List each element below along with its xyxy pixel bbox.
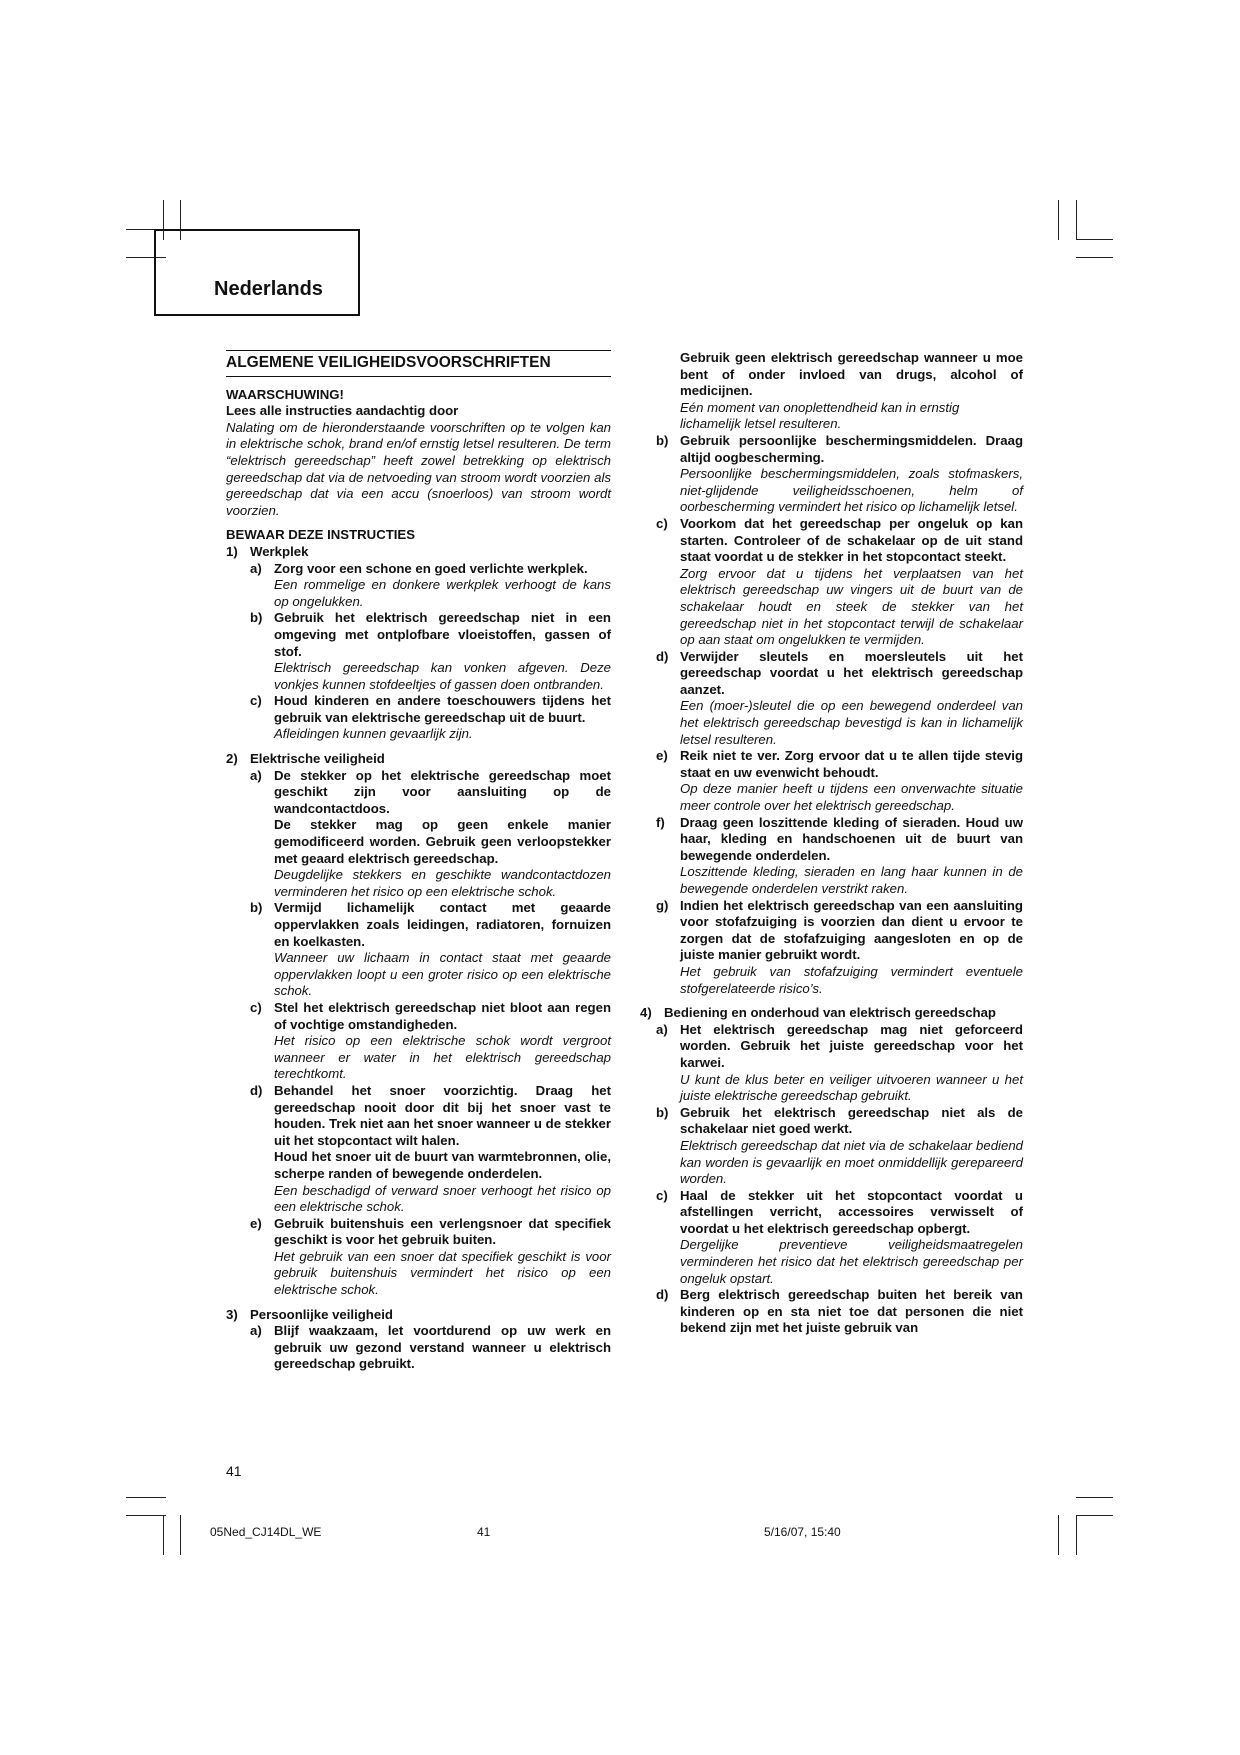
item-italic: Persoonlijke beschermingsmiddelen, zoals stofmaskers, niet-glijdende veiligheidsschoenen, helm of oorbescherming vermindert het risico op lichamelijk letsel. [680,466,1023,515]
warning-subtitle: Lees alle instructies aandachtig door [226,403,459,419]
item-italic: Het gebruik van stofafzuiging vermindert eventuele stofgerelateerde risico’s. [680,963,1023,996]
crop-mark [1058,200,1059,240]
list-item [250,1216,611,1299]
list-item [656,748,1023,814]
item-label: f) [656,814,665,830]
item-label: e) [250,1215,262,1231]
item-bold: Blijf waakzaam, let voortdurend op uw werk en gebruik uw gezond verstand wanneer u elektrisch gereedschap gebruikt. [274,1323,611,1372]
item-bold: Reik niet te ver. Zorg ervoor dat u te allen tijde stevig staat en uw evenwicht behoudt. [680,748,1023,780]
page-number: 41 [226,1463,242,1479]
item-bold: Zorg voor een schone en goed verlichte werkplek. [274,560,588,576]
crop-mark [1076,1515,1077,1555]
crop-mark [126,1497,166,1498]
list-item [656,1188,1023,1288]
item-label: c) [250,693,262,709]
item-label: c) [656,1187,668,1203]
item-label: d) [656,648,669,664]
item-italic: Dergelijke preventieve veiligheidsmaatregelen verminderen het risico dat het elektrisch gereedschap per ongeluk opstart. [680,1237,1023,1286]
footer-file: 05Ned_CJ14DL_WE [210,1525,322,1539]
list-item [656,516,1023,649]
section-heading [226,751,611,768]
section-title: ALGEMENE VEILIGHEIDSVOORSCHRIFTEN [226,350,611,377]
list-item [656,815,1023,898]
item-italic: Een rommelige en donkere werkplek verhoogt de kans op ongelukken. [274,577,611,609]
item-label: b) [656,1104,669,1120]
warning-title: WAARSCHUWING! [226,386,344,402]
item-label: e) [656,748,668,764]
section-number: 2) [226,751,238,767]
list-item [250,1000,611,1083]
item-italic: U kunt de klus beter en veiliger uitvoeren wanneer u het juiste elektrische gereedschap gebruikt. [680,1071,1023,1104]
item-italic: Deugdelijke stekkers en geschikte wandcontactdozen verminderen het risico op een elektrische schok. [274,867,611,899]
section-heading [226,1307,611,1324]
item-italic: Het risico op een elektrische schok wordt vergroot wanneer er water in het elektrisch gereedschap terechtkomt. [274,1033,611,1082]
continued-italic: Eén moment van onoplettendheid kan in ernstig lichamelijk letsel resulteren. [680,399,960,432]
crop-mark [1076,257,1113,258]
crop-mark [1076,200,1077,240]
item-label: d) [250,1082,263,1098]
item-label: b) [250,610,263,626]
item-bold: Voorkom dat het gereedschap per ongeluk op kan starten. Controleer of de schakelaar op de uit stand staat voordat u de stekker in het stopcontact steekt. [680,515,1023,565]
item-bold: Stel het elektrisch gereedschap niet bloot aan regen of vochtige omstandigheden. [274,999,611,1032]
item-label: c) [656,515,668,531]
item-italic: Elektrisch gereedschap kan vonken afgeven. Deze vonkjes kunnen stofdeeltjes of gassen doen ontbranden. [274,660,611,692]
keep-instructions: BEWAAR DEZE INSTRUCTIES [226,527,416,543]
list-item [656,1287,1023,1337]
list-item [250,1083,611,1216]
section-heading-text: Elektrische veiligheid [250,751,385,767]
language-label: Nederlands [214,278,323,300]
left-column [226,350,611,1373]
section-number: 4) [640,1005,652,1021]
item-bold: Verwijder sleutels en moersleutels uit het gereedschap voordat u het elektrisch gereedschap aanzet. [680,648,1023,697]
footer-page: 41 [477,1525,491,1539]
list-item [250,561,611,611]
item-bold: Berg elektrisch gereedschap buiten het bereik van kinderen op en sta niet toe dat personen die niet bekend zijn met het juiste gebruik van [680,1287,1023,1336]
list-item [250,768,611,901]
crop-mark [1076,1497,1113,1498]
item-label: b) [250,900,263,916]
section-heading-text: Werkplek [250,543,309,559]
item-italic: Een beschadigd of verward snoer verhoogt het risico op een elektrische schok. [274,1182,611,1215]
footer-date: 5/16/07, 15:40 [764,1525,841,1539]
item-bold: Gebruik persoonlijke beschermingsmiddelen. Draag altijd oogbescherming. [680,432,1023,465]
item-italic: Wanneer uw lichaam in contact staat met geaarde oppervlakken loopt u een groter risico op een elektrische schok. [274,950,611,999]
crop-mark [180,1515,181,1555]
crop-mark [126,1515,166,1516]
item-italic: Zorg ervoor dat u tijdens het verplaatsen van het elektrisch gereedschap uw vingers uit de buurt van de schakelaar houdt en steek de stekker van het gereedschap niet in het stopcontact terwijl de schakelaar op aan staat om ongelukken te vermijden. [680,565,1023,648]
list-item [656,433,1023,516]
item-bold: Het elektrisch gereedschap mag niet geforceerd worden. Gebruik het juiste gereedschap voor het karwei. [680,1021,1023,1070]
language-box [154,229,360,316]
item-label: d) [656,1287,669,1303]
warning-text: Nalating om de hieronderstaande voorschriften op te volgen kan in elektrische schok, brand en/of ernstig letsel resulteren. De term “elektrisch gereedschap” heeft zowel betrekking op elektrisch gereedschap dat via de netvoeding van stroom wordt voorzien als gereedschap dat via een accu (snoerloos) van stroom wordt voorzien. [226,419,611,518]
section-heading-text: Persoonlijke veiligheid [250,1306,393,1322]
item-italic: Op deze manier heeft u tijdens een onverwachte situatie meer controle over het elektrisch gereedschap. [680,781,1023,814]
item-italic: Een (moer-)sleutel die op een bewegend onderdeel van het elektrisch gereedschap bevestigd is kan in lichamelijk letsel resulteren. [680,698,1023,747]
list-item [656,898,1023,998]
list-item [656,1022,1023,1105]
section-heading [640,1005,1023,1022]
crop-mark [1058,1515,1059,1555]
item-bold: Gebruik buitenshuis een verlengsnoer dat specifiek geschikt is voor het gebruik buiten. [274,1215,611,1248]
list-item [656,1105,1023,1188]
list-item [250,1323,611,1373]
item-bold: Vermijd lichamelijk contact met geaarde oppervlakken zoals leidingen, radiatoren, fornuizen en koelkasten. [274,900,611,949]
item-label: a) [250,767,262,783]
item-label: a) [250,1323,262,1339]
list-item [656,649,1023,749]
crop-mark [1076,239,1113,240]
section-heading-text: Bediening en onderhoud van elektrisch gereedschap [664,1005,996,1021]
item-italic: Afleidingen kunnen gevaarlijk zijn. [274,726,473,742]
section-number: 1) [226,543,238,559]
item-bold: Houd kinderen en andere toeschouwers tijdens het gebruik van elektrische gereedschap uit de buurt. [274,693,611,725]
item-italic: Elektrisch gereedschap dat niet via de schakelaar bediend kan worden is gevaarlijk en moet onmiddellijk gerepareerd worden. [680,1137,1023,1187]
item-bold: Haal de stekker uit het stopcontact voordat u afstellingen verricht, accessoires verwisselt of voordat u het elektrisch gereedschap opbergt. [680,1187,1023,1236]
item-bold: Indien het elektrisch gereedschap van een aansluiting voor stofafzuiging is voorzien dan dient u ervoor te zorgen dat de stofafzuiging aangesloten en op de juiste manier gebruikt wordt. [680,897,1023,963]
section-heading [226,544,611,561]
item-bold-2: De stekker mag op geen enkele manier gemodificeerd worden. Gebruik geen verloopstekker met geaard elektrisch gereedschap. [274,817,611,866]
item-label: a) [250,560,262,576]
item-label: b) [656,432,669,448]
item-bold: Behandel het snoer voorzichtig. Draag het gereedschap nooit door dit bij het snoer vast te houden. Trek niet aan het snoer wanneer u de stekker uit het stopcontact wilt halen. [274,1082,611,1148]
item-bold: Draag geen loszittende kleding of sieraden. Houd uw haar, kleding en handschoenen uit de buurt van bewegende onderdelen. [680,814,1023,863]
continued-bold: Gebruik geen elektrisch gereedschap wanneer u moe bent of onder invloed van drugs, alcohol of medicijnen. [680,350,1023,399]
item-bold: De stekker op het elektrische gereedschap moet geschikt zijn voor aansluiting op de wandcontactdoos. [274,767,611,816]
crop-mark [163,1515,164,1555]
list-item [250,610,611,693]
item-italic: Het gebruik van een snoer dat specifiek geschikt is voor gebruik buitenshuis vermindert het risico op een elektrische schok. [274,1248,611,1298]
list-item [250,693,611,743]
item-label: g) [656,897,669,913]
item-bold: Gebruik het elektrisch gereedschap niet in een omgeving met ontplofbare vloeistoffen, gassen of stof. [274,610,611,659]
right-column [640,350,1023,1337]
list-item [250,900,611,1000]
item-bold-2: Houd het snoer uit de buurt van warmtebronnen, olie, scherpe randen of bewegende onderdelen. [274,1149,611,1181]
crop-mark [1076,1515,1113,1516]
item-label: a) [656,1021,668,1037]
item-italic: Loszittende kleding, sieraden en lang haar kunnen in de bewegende onderdelen verstrikt raken. [680,864,1023,896]
item-label: c) [250,999,262,1015]
section-number: 3) [226,1306,238,1322]
item-bold: Gebruik het elektrisch gereedschap niet als de schakelaar niet goed werkt. [680,1104,1023,1137]
